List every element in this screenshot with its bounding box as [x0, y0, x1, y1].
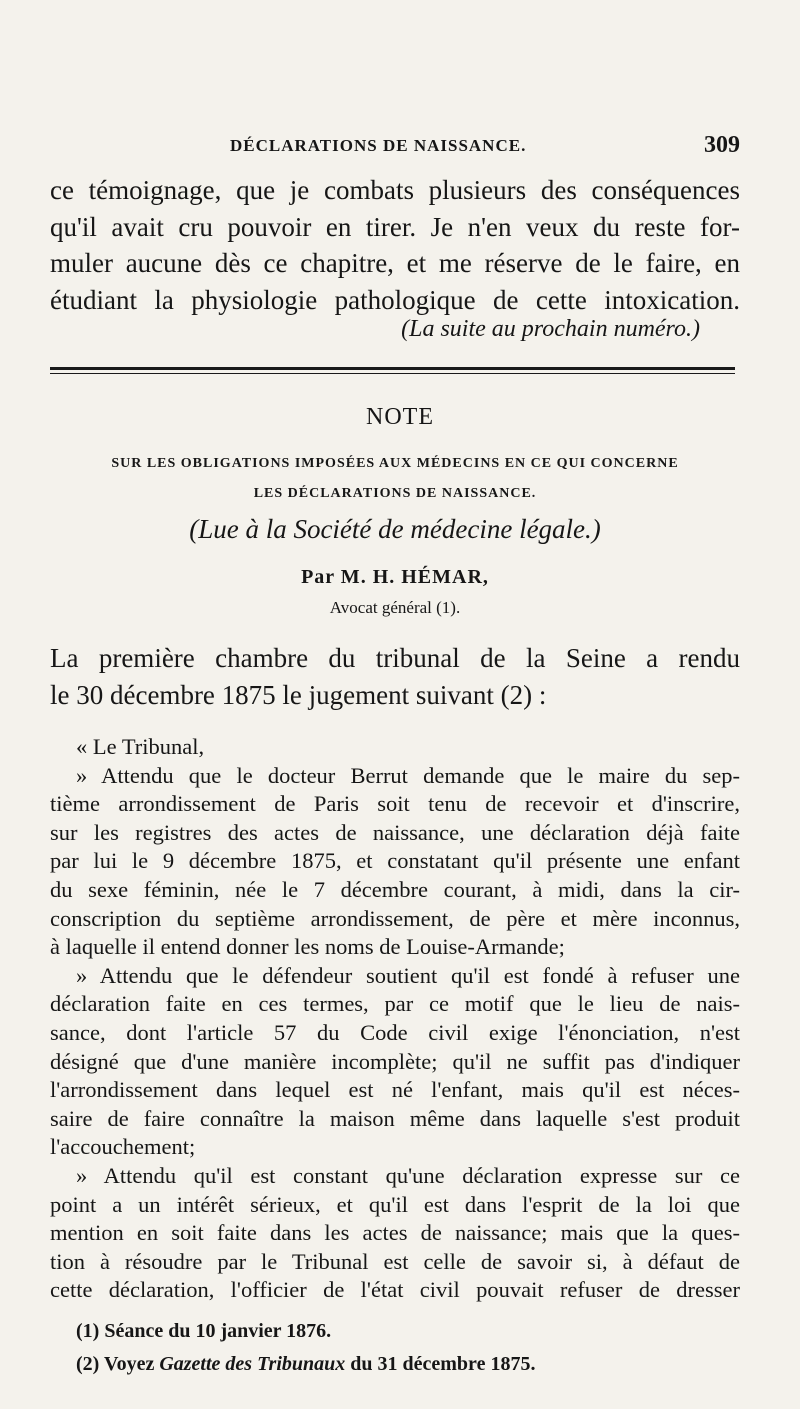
running-head — [50, 132, 740, 162]
footnote-1: (1) Séance du 10 janvier 1876. — [76, 1320, 332, 1342]
text-line: saire de faire connaître la maison même dans laquelle s'est produit — [50, 1105, 740, 1131]
note-title: NOTE — [366, 404, 434, 430]
text-line: tion à résoudre par le Tribunal est celle de savoir si, à défaut de — [50, 1248, 740, 1274]
text-line: muler aucune dès ce chapitre, et me réserve de le faire, en — [50, 248, 740, 278]
footnotes — [76, 1315, 736, 1381]
text-line: cette déclaration, l'officier de l'état civil pouvait refuser de dresser — [50, 1277, 740, 1303]
text-line: ce témoignage, que je combats plusieurs des conséquences — [50, 175, 740, 205]
text-line: l'arrondissement dans lequel est né l'enfant, mais qu'il est néces- — [50, 1077, 740, 1103]
text-line: conscription du septième arrondissement, de père et mère inconnus, — [50, 905, 740, 931]
section-divider-thin — [50, 373, 735, 374]
note-subtitle: SUR LES OBLIGATIONS IMPOSÉES AUX MÉDECINS EN CE QUI CONCERNE — [111, 456, 679, 471]
text-line: » Attendu que le docteur Berrut demande que le maire du sep- — [76, 762, 740, 788]
footnote-2-journal: Gazette des Tribunaux — [159, 1353, 346, 1375]
footnote-2 — [76, 1348, 736, 1381]
page-number: 309 — [704, 132, 740, 158]
text-line: tième arrondissement de Paris soit tenu de recevoir et d'inscrire, — [50, 791, 740, 817]
text-line: point a un intérêt sérieux, et qu'il est dans l'esprit de la loi que — [50, 1191, 740, 1217]
judgment-text — [50, 733, 740, 1305]
text-line: qu'il avait cru pouvoir en tirer. Je n'en veux du reste for- — [50, 211, 740, 242]
text-line: par lui le 9 décembre 1875, et constatant qu'il présente une enfant — [50, 848, 740, 874]
note-subtitle: LES DÉCLARATIONS DE NAISSANCE. — [253, 486, 537, 501]
text-line: sur les registres des actes de naissance, une déclaration déjà faite — [50, 819, 740, 845]
text-line: » Attendu que le défendeur soutient qu'il est fondé à refuser une — [76, 962, 740, 988]
author-name: Par M. H. HÉMAR, — [301, 566, 489, 588]
text-line: désigné que d'une manière incomplète; qu'il ne suffit pas d'indiquer — [50, 1048, 740, 1074]
footnote-2-suffix: du 31 décembre 1875. — [345, 1353, 536, 1375]
text-line: du sexe féminin, née le 7 décembre courant, à midi, dans la cir- — [50, 876, 740, 902]
text-line: étudiant la physiologie pathologique de cette intoxication. — [50, 284, 740, 315]
text-line: » Attendu qu'il est constant qu'une déclaration expresse sur ce — [76, 1162, 740, 1188]
text-line: mention en soit faite dans les actes de naissance; mais que la ques- — [50, 1220, 740, 1246]
text-line: à laquelle il entend donner les noms de Louise-Armande; — [50, 934, 565, 960]
text-line: sance, dont l'article 57 du Code civil exige l'énonciation, n'est — [50, 1019, 740, 1045]
continuation-paragraph — [50, 172, 740, 318]
to-be-continued: (La suite au prochain numéro.) — [401, 316, 700, 342]
intro-paragraph — [50, 640, 740, 713]
section-divider-thick — [50, 367, 735, 370]
running-title: DÉCLARATIONS DE NAISSANCE. — [230, 136, 527, 155]
author-role: Avocat général (1). — [329, 598, 461, 617]
text-line: le 30 décembre 1875 le jugement suivant (2) : — [50, 679, 547, 710]
text-line: « Le Tribunal, — [76, 734, 205, 759]
read-at-society: (Lue à la Société de médecine légale.) — [189, 514, 601, 544]
footnote-2-prefix: (2) Voyez — [76, 1353, 160, 1375]
text-line: l'accouchement; — [50, 1134, 196, 1160]
text-line: déclaration faite en ces termes, par ce motif que le lieu de nais- — [50, 991, 740, 1017]
text-line: La première chambre du tribunal de la Seine a rendu — [50, 643, 740, 673]
